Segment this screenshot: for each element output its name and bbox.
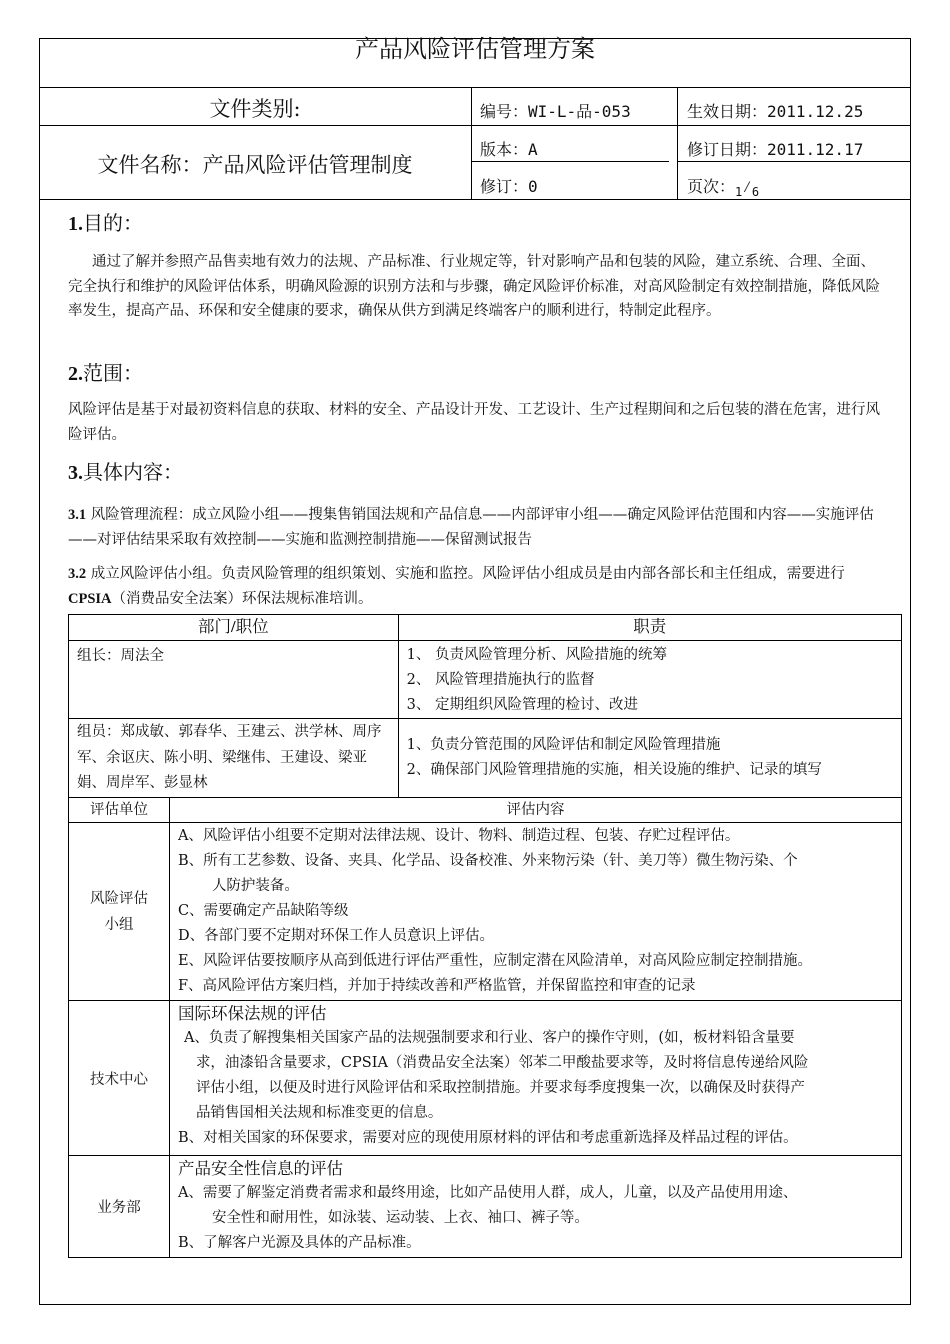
eval-unit-header: 评估单位 [69, 798, 170, 823]
member-duty: 1、负责分管范围的风险评估和制定风险管理措施 [406, 737, 721, 753]
leader-duty: 2、 风险管理措施执行的监督 [406, 672, 595, 688]
document-title: 产品风险评估管理方案 [39, 38, 911, 88]
eval-item: B、所有工艺参数、设备、夹具、化学品、设备校准、外来物污染（针、美刀等）微生物污染、个 [177, 853, 798, 869]
tech-center-heading: 国际环保法规的评估 [177, 1004, 327, 1023]
eval-item: F、高风险评估方案归档，并加于持续改善和严格监管，并保留监控和审查的记录 [177, 978, 696, 994]
members-cell: 组员：郑成敏、郭春华、王建云、洪学林、周序军、余讴庆、陈小明、梁继伟、王建设、梁亚娟、周岸军、彭显林 [69, 719, 399, 798]
section-3-2-text: 3.2 成立风险评估小组。负责风险管理的组织策划、实施和监控。风险评估小组成员是由内部各部长和主任组成，需要进行CPSIA（消费品安全法案）环保法规标准培训。 [68, 566, 845, 607]
tech-item-a-cont: 评估小组，以便及时进行风险评估和采取控制措施。并要求每季度搜集一次，以确保及时获得产 [195, 1080, 805, 1096]
file-name: 文件名称：产品风险评估管理制度 [97, 153, 413, 177]
header-grid [39, 88, 911, 200]
tech-item-a: A、负责了解搜集相关国家产品的法规强制要求和行业、客户的操作守则，(如，板材料铅含量要 [183, 1030, 795, 1046]
leader-duty: 1、 负责风险管理分析、风险措施的统筹 [406, 647, 667, 663]
tech-item-a-cont: 求，油漆铅含量要求，CPSIA（消费品安全法案）邻苯二甲酸盐要求等，及时将信息传递给风险 [195, 1055, 809, 1071]
section-2-heading: 2.范围： [68, 361, 143, 385]
eval-item: C、需要确定产品缺陷等级 [177, 903, 349, 919]
sales-content [169, 1156, 901, 1258]
page-total: 6 [751, 185, 760, 200]
section-3-heading: 3.具体内容： [68, 460, 183, 484]
eval-row-sales [69, 1156, 902, 1258]
page-label: 页次： [687, 177, 736, 196]
sales-item-a-cont: 安全性和耐用性，如泳装、运动装、上衣、袖口、裤子等。 [211, 1210, 589, 1226]
unit-risk-group: 风险评估小组 [69, 823, 170, 1001]
version: 版本：A [480, 140, 538, 159]
members-row [69, 719, 902, 798]
section-3-1-text: 3.1 风险管理流程：成立风险小组——搜集售销国法规和产品信息——内部评审小组——确定风险评估范围和内容——实施评估——对评估结果采取有效控制——实施和监测控制措施——保留测试报告 [68, 507, 874, 548]
sales-heading: 产品安全性信息的评估 [177, 1159, 343, 1178]
tech-item-b: B、对相关国家的环保要求，需要对应的现使用原材料的评估和考虑重新选择及样品过程的评估。 [177, 1130, 798, 1146]
unit-sales: 业务部 [69, 1156, 170, 1258]
eval-item: D、各部门要不定期对环保工作人员意识上评估。 [177, 928, 495, 944]
unit-tech-center: 技术中心 [69, 1001, 170, 1156]
eval-row-tech-center [69, 1001, 902, 1156]
file-category-label: 文件类别: [209, 97, 301, 121]
leader-cell: 组长：周法全 [69, 641, 399, 719]
page-count: 页次：$_1⁄_6$ [687, 177, 760, 200]
tech-center-content [169, 1001, 901, 1156]
member-duty: 2、确保部门风险管理措施的实施，相关设施的维护、记录的填写 [406, 762, 822, 778]
eval-row-risk-group [69, 823, 902, 1001]
evaluation-table [68, 797, 902, 1258]
eval-item: 人防护装备。 [211, 878, 299, 894]
leader-duties-cell [398, 641, 901, 719]
leader-duty: 3、 定期组织风险管理的检讨、改进 [406, 697, 638, 713]
risk-group-content [169, 823, 901, 1001]
tech-item-a-cont: 品销售国相关法规和标准变更的信息。 [195, 1105, 443, 1121]
section-2-text: 风险评估是基于对最初资料信息的获取、材料的安全、产品设计开发、工艺设计、生产过程期间和之后包装的潜在危害，进行风险评估。 [68, 402, 880, 443]
doc-number: 编号：WI-L-品-053 [480, 102, 631, 121]
leader-row [69, 641, 902, 719]
duties-header: 职责 [398, 615, 901, 641]
eval-item: E、风险评估要按顺序从高到低进行评估严重性，应制定潜在风险清单，对高风险应制定控制措施。 [177, 953, 813, 969]
sales-item-a: A、需要了解鉴定消费者需求和最终用途，比如产品使用人群，成人，儿童，以及产品使用用途、 [177, 1185, 798, 1201]
roles-header-row [69, 615, 902, 641]
eval-header-row [69, 798, 902, 823]
section-1-text: 通过了解并参照产品售卖地有效力的法规、产品标准、行业规定等，针对影响产品和包装的风险，建立系统、合理、全面、完全执行和维护的风险评估体系，明确风险源的识别方法和与步骤，确定风险评价标准，对高风险制定有效控制措施，降低风险率发生，提高产品、环保和安全健康的要求，确保从供方到满足终端客户的顺利进行，特制定此程序。 [68, 254, 880, 319]
dept-position-header: 部门/职位 [69, 615, 399, 641]
member-duties-cell [398, 719, 901, 798]
sales-item-b: B、了解客户光源及具体的产品标准。 [177, 1235, 421, 1251]
revision: 修订：0 [480, 177, 538, 196]
effective-date: 生效日期：2011.12.25 [687, 102, 864, 121]
eval-content-header: 评估内容 [169, 798, 901, 823]
roles-table [68, 614, 902, 798]
eval-item: A、风险评估小组要不定期对法律法规、设计、物料、制造过程、包装、存贮过程评估。 [177, 828, 740, 844]
revision-date: 修订日期：2011.12.17 [687, 140, 864, 159]
section-1-heading: 1.目的： [68, 211, 143, 235]
page-number: 1 [735, 185, 743, 200]
